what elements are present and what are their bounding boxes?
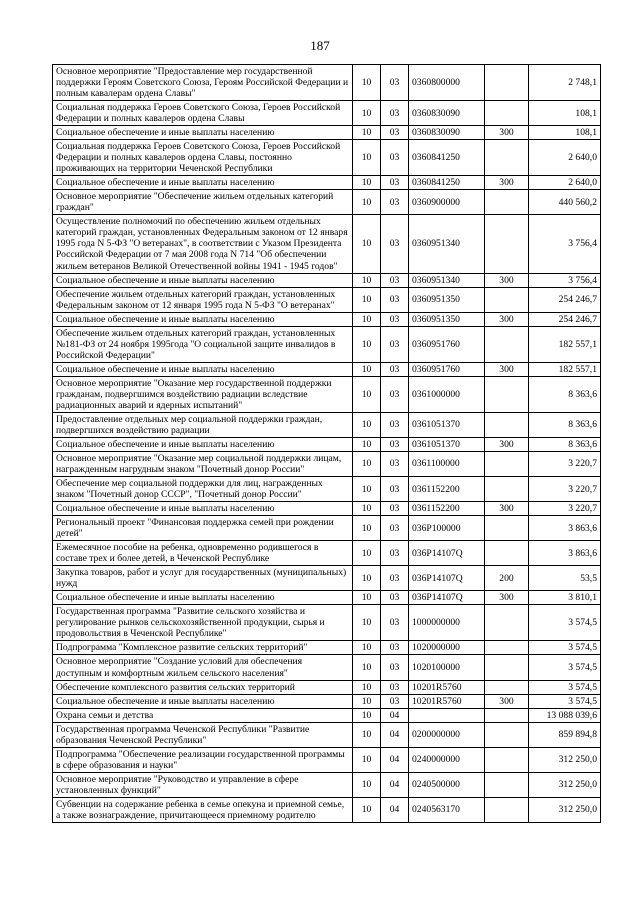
row-target-article: 0361000000 <box>409 376 485 412</box>
row-podrazdel: 04 <box>381 772 409 797</box>
row-name: Обеспечение комплексного развития сельских территорий <box>53 680 353 694</box>
row-name: Подпрограмма "Обеспечение реализации государственной программы в сфере образования и науки" <box>53 747 353 772</box>
row-target-article: 0360900000 <box>409 190 485 215</box>
table-row <box>53 680 601 694</box>
row-name: Осуществление полномочий по обеспечению жильем отдельных категорий граждан, установленных Федеральным законом от 12 января 1995 года N 5-ФЗ "О ветеранах", в соответствии с Указом Президента Российской Федерации от 7 мая 2008 года N 714 "Об обеспечении жильем ветеранов Великой Отечественной войны 1941 - 1945 годов" <box>53 215 353 273</box>
row-razdel: 10 <box>353 591 381 605</box>
row-target-article: 0360841250 <box>409 176 485 190</box>
row-target-article: 0360841250 <box>409 140 485 176</box>
row-podrazdel: 04 <box>381 797 409 822</box>
row-name: Основное мероприятие "Обеспечение жильем отдельных категорий граждан" <box>53 190 353 215</box>
row-name: Социальное обеспечение и иные выплаты населению <box>53 176 353 190</box>
row-podrazdel: 03 <box>381 101 409 126</box>
row-expense-type <box>485 655 529 680</box>
row-sum: 2 640,0 <box>529 140 601 176</box>
table-row <box>53 215 601 273</box>
row-sum: 53,5 <box>529 566 601 591</box>
row-razdel: 10 <box>353 215 381 273</box>
row-podrazdel: 03 <box>381 694 409 708</box>
row-podrazdel: 03 <box>381 65 409 101</box>
row-sum: 8 363,6 <box>529 376 601 412</box>
row-razdel: 10 <box>353 641 381 655</box>
row-target-article: 0360951340 <box>409 273 485 287</box>
row-target-article: 0360830090 <box>409 126 485 140</box>
row-expense-type <box>485 326 529 362</box>
row-podrazdel: 03 <box>381 215 409 273</box>
row-expense-type: 300 <box>485 437 529 451</box>
row-name: Предоставление отдельных мер социальной поддержки граждан, подвергшихся воздействию радиации <box>53 412 353 437</box>
row-razdel: 10 <box>353 126 381 140</box>
row-sum: 3 810,1 <box>529 591 601 605</box>
row-razdel: 10 <box>353 312 381 326</box>
row-name: Основное мероприятие "Создание условий для обеспечения доступным и комфортным жильем сельского населения" <box>53 655 353 680</box>
row-sum: 3 220,7 <box>529 451 601 476</box>
row-razdel: 10 <box>353 140 381 176</box>
row-razdel: 10 <box>353 708 381 722</box>
row-name: Государственная программа "Развитие сельского хозяйства и регулирование рынков сельскохозяйственной продукции, сырья и продовольствия в Чеченской Республике" <box>53 605 353 641</box>
row-expense-type: 300 <box>485 694 529 708</box>
row-razdel: 10 <box>353 273 381 287</box>
row-target-article: 0360830090 <box>409 101 485 126</box>
table-row <box>53 605 601 641</box>
row-podrazdel: 03 <box>381 451 409 476</box>
row-sum: 8 363,6 <box>529 412 601 437</box>
table-row <box>53 287 601 312</box>
row-expense-type <box>485 101 529 126</box>
row-name: Основное мероприятие "Оказание мер социальной поддержки лицам, награжденным нагрудным знаком "Почетный донор России" <box>53 451 353 476</box>
row-podrazdel: 04 <box>381 747 409 772</box>
row-expense-type: 300 <box>485 176 529 190</box>
table-row <box>53 326 601 362</box>
row-expense-type <box>485 772 529 797</box>
table-row <box>53 451 601 476</box>
row-expense-type <box>485 797 529 822</box>
row-expense-type <box>485 680 529 694</box>
row-podrazdel: 03 <box>381 140 409 176</box>
row-podrazdel: 03 <box>381 273 409 287</box>
row-expense-type <box>485 190 529 215</box>
row-target-article: 1020100000 <box>409 655 485 680</box>
row-sum: 13 088 039,6 <box>529 708 601 722</box>
row-target-article: 10201R5760 <box>409 680 485 694</box>
row-target-article: 0360951350 <box>409 287 485 312</box>
row-target-article: 0361152200 <box>409 477 485 502</box>
row-name: Ежемесячное пособие на ребенка, одновременно родившегося в составе трех и более детей, в Чеченской Республике <box>53 541 353 566</box>
row-razdel: 10 <box>353 477 381 502</box>
row-razdel: 10 <box>353 502 381 516</box>
row-podrazdel: 03 <box>381 655 409 680</box>
row-podrazdel: 03 <box>381 326 409 362</box>
table-row <box>53 772 601 797</box>
row-expense-type: 300 <box>485 362 529 376</box>
row-target-article: 036P14107Q <box>409 591 485 605</box>
row-podrazdel: 03 <box>381 176 409 190</box>
table-row <box>53 708 601 722</box>
row-name: Социальное обеспечение и иные выплаты населению <box>53 437 353 451</box>
row-podrazdel: 03 <box>381 412 409 437</box>
row-sum: 3 574,5 <box>529 694 601 708</box>
table-row <box>53 641 601 655</box>
row-razdel: 10 <box>353 287 381 312</box>
row-sum: 3 574,5 <box>529 605 601 641</box>
row-target-article: 0360951760 <box>409 326 485 362</box>
row-razdel: 10 <box>353 101 381 126</box>
row-razdel: 10 <box>353 190 381 215</box>
row-name: Охрана семьи и детства <box>53 708 353 722</box>
table-row <box>53 516 601 541</box>
row-podrazdel: 03 <box>381 477 409 502</box>
row-sum: 3 574,5 <box>529 655 601 680</box>
row-expense-type <box>485 747 529 772</box>
row-sum: 108,1 <box>529 101 601 126</box>
row-razdel: 10 <box>353 772 381 797</box>
row-expense-type <box>485 287 529 312</box>
row-sum: 8 363,6 <box>529 437 601 451</box>
row-name: Субвенции на содержание ребенка в семье опекуна и приемной семье, а также вознаграждение, причитающееся приемному родителю <box>53 797 353 822</box>
row-expense-type <box>485 641 529 655</box>
row-razdel: 10 <box>353 566 381 591</box>
row-expense-type <box>485 477 529 502</box>
row-sum: 3 574,5 <box>529 641 601 655</box>
row-podrazdel: 03 <box>381 541 409 566</box>
row-podrazdel: 03 <box>381 190 409 215</box>
row-expense-type: 300 <box>485 312 529 326</box>
row-target-article: 0240563170 <box>409 797 485 822</box>
row-sum: 312 250,0 <box>529 797 601 822</box>
row-sum: 312 250,0 <box>529 772 601 797</box>
row-razdel: 10 <box>353 694 381 708</box>
row-target-article: 0360951760 <box>409 362 485 376</box>
row-podrazdel: 03 <box>381 641 409 655</box>
row-target-article: 0361100000 <box>409 451 485 476</box>
row-target-article: 10201R5760 <box>409 694 485 708</box>
row-podrazdel: 04 <box>381 708 409 722</box>
row-name: Основное мероприятие "Руководство и управление в сфере установленных функций" <box>53 772 353 797</box>
row-name: Основное мероприятие "Оказание мер государственной поддержки гражданам, подвергшимся воздействию радиации вследствие радиационных аварий и ядерных испытаний" <box>53 376 353 412</box>
table-row <box>53 477 601 502</box>
row-sum: 859 894,8 <box>529 722 601 747</box>
row-sum: 440 560,2 <box>529 190 601 215</box>
row-expense-type <box>485 65 529 101</box>
row-name: Подпрограмма "Комплексное развитие сельских территорий" <box>53 641 353 655</box>
row-name: Социальное обеспечение и иные выплаты населению <box>53 591 353 605</box>
budget-table-body <box>53 65 601 823</box>
table-row <box>53 412 601 437</box>
row-target-article: 1020000000 <box>409 641 485 655</box>
row-razdel: 10 <box>353 797 381 822</box>
row-name: Социальная поддержка Героев Советского Союза, Героев Российской Федерации и полных кавалеров ордена Славы, постоянно проживающих на территории Чеченской Республики <box>53 140 353 176</box>
row-name: Социальное обеспечение и иные выплаты населению <box>53 502 353 516</box>
table-row <box>53 126 601 140</box>
row-podrazdel: 03 <box>381 502 409 516</box>
row-sum: 3 863,6 <box>529 516 601 541</box>
row-name: Социальная поддержка Героев Советского Союза, Героев Российской Федерации и полных кавалеров ордена Славы <box>53 101 353 126</box>
page-number: 187 <box>310 38 330 53</box>
row-razdel: 10 <box>353 176 381 190</box>
row-target-article: 0240000000 <box>409 747 485 772</box>
table-row <box>53 65 601 101</box>
row-expense-type <box>485 708 529 722</box>
row-expense-type: 300 <box>485 126 529 140</box>
row-razdel: 10 <box>353 412 381 437</box>
table-row <box>53 362 601 376</box>
row-podrazdel: 03 <box>381 312 409 326</box>
row-podrazdel: 03 <box>381 437 409 451</box>
row-podrazdel: 03 <box>381 287 409 312</box>
row-podrazdel: 03 <box>381 605 409 641</box>
row-target-article: 0361051370 <box>409 412 485 437</box>
row-name: Социальное обеспечение и иные выплаты населению <box>53 273 353 287</box>
budget-table <box>52 64 601 823</box>
row-razdel: 10 <box>353 680 381 694</box>
row-podrazdel: 04 <box>381 722 409 747</box>
row-razdel: 10 <box>353 747 381 772</box>
table-row <box>53 312 601 326</box>
row-expense-type <box>485 605 529 641</box>
row-podrazdel: 03 <box>381 376 409 412</box>
row-razdel: 10 <box>353 655 381 680</box>
row-podrazdel: 03 <box>381 126 409 140</box>
table-row <box>53 566 601 591</box>
row-target-article: 0360800000 <box>409 65 485 101</box>
row-expense-type <box>485 376 529 412</box>
row-name: Закупка товаров, работ и услуг для государственных (муниципальных) нужд <box>53 566 353 591</box>
row-sum: 3 756,4 <box>529 215 601 273</box>
row-target-article: 0240500000 <box>409 772 485 797</box>
row-sum: 254 246,7 <box>529 287 601 312</box>
row-sum: 2 640,0 <box>529 176 601 190</box>
row-name: Обеспечение жильем отдельных категорий граждан, установленных Федеральным законом от 12 января 1995 года N 5-ФЗ "О ветеранах" <box>53 287 353 312</box>
row-sum: 3 220,7 <box>529 477 601 502</box>
row-target-article: 0361051370 <box>409 437 485 451</box>
row-name: Государственная программа Чеченской Республики "Развитие образования Чеченской Республики" <box>53 722 353 747</box>
row-sum: 312 250,0 <box>529 747 601 772</box>
row-razdel: 10 <box>353 65 381 101</box>
table-row <box>53 140 601 176</box>
row-name: Социальное обеспечение и иные выплаты населению <box>53 362 353 376</box>
row-razdel: 10 <box>353 516 381 541</box>
row-razdel: 10 <box>353 437 381 451</box>
row-sum: 3 756,4 <box>529 273 601 287</box>
row-expense-type <box>485 722 529 747</box>
row-razdel: 10 <box>353 326 381 362</box>
table-row <box>53 376 601 412</box>
table-row <box>53 176 601 190</box>
row-sum: 254 246,7 <box>529 312 601 326</box>
row-name: Социальное обеспечение и иные выплаты населению <box>53 126 353 140</box>
row-target-article: 036P14107Q <box>409 566 485 591</box>
row-sum: 108,1 <box>529 126 601 140</box>
table-row <box>53 273 601 287</box>
row-name: Обеспечение жильем отдельных категорий граждан, установленных №181-ФЗ от 24 ноября 1995года "О социальной защите инвалидов в Российской Федерации" <box>53 326 353 362</box>
row-name: Обеспечение мер социальной поддержки для лиц, награжденных знаком "Почетный донор СССР", "Почетный донор России" <box>53 477 353 502</box>
row-expense-type: 200 <box>485 566 529 591</box>
row-name: Социальное обеспечение и иные выплаты населению <box>53 694 353 708</box>
row-name: Основное мероприятие "Предоставление мер государственной поддержки Героям Советского Союза, Героям Российской Федерации и полным кавалерам ордена Славы" <box>53 65 353 101</box>
row-target-article: 1000000000 <box>409 605 485 641</box>
row-target-article: 036P14107Q <box>409 541 485 566</box>
row-sum: 182 557,1 <box>529 326 601 362</box>
row-expense-type: 300 <box>485 591 529 605</box>
row-podrazdel: 03 <box>381 591 409 605</box>
row-sum: 3 220,7 <box>529 502 601 516</box>
row-target-article: 0361152200 <box>409 502 485 516</box>
row-sum: 2 748,1 <box>529 65 601 101</box>
row-expense-type <box>485 215 529 273</box>
row-razdel: 10 <box>353 451 381 476</box>
row-target-article: 0360951350 <box>409 312 485 326</box>
row-expense-type <box>485 140 529 176</box>
row-sum: 182 557,1 <box>529 362 601 376</box>
table-row <box>53 541 601 566</box>
row-sum: 3 863,6 <box>529 541 601 566</box>
row-expense-type: 300 <box>485 502 529 516</box>
table-row <box>53 655 601 680</box>
row-razdel: 10 <box>353 541 381 566</box>
table-row <box>53 591 601 605</box>
row-expense-type <box>485 516 529 541</box>
table-row <box>53 101 601 126</box>
row-podrazdel: 03 <box>381 680 409 694</box>
row-target-article: 0360951340 <box>409 215 485 273</box>
table-row <box>53 747 601 772</box>
row-razdel: 10 <box>353 362 381 376</box>
row-expense-type <box>485 541 529 566</box>
row-target-article <box>409 708 485 722</box>
row-razdel: 10 <box>353 722 381 747</box>
row-razdel: 10 <box>353 376 381 412</box>
row-target-article: 036P100000 <box>409 516 485 541</box>
row-podrazdel: 03 <box>381 566 409 591</box>
row-name: Социальное обеспечение и иные выплаты населению <box>53 312 353 326</box>
table-row <box>53 437 601 451</box>
row-sum: 3 574,5 <box>529 680 601 694</box>
row-name: Региональный проект "Финансовая поддержка семей при рождении детей" <box>53 516 353 541</box>
row-expense-type <box>485 412 529 437</box>
row-razdel: 10 <box>353 605 381 641</box>
table-row <box>53 694 601 708</box>
row-expense-type: 300 <box>485 273 529 287</box>
table-row <box>53 722 601 747</box>
table-row <box>53 190 601 215</box>
table-row <box>53 797 601 822</box>
table-row <box>53 502 601 516</box>
row-expense-type <box>485 451 529 476</box>
row-podrazdel: 03 <box>381 362 409 376</box>
row-podrazdel: 03 <box>381 516 409 541</box>
row-target-article: 0200000000 <box>409 722 485 747</box>
